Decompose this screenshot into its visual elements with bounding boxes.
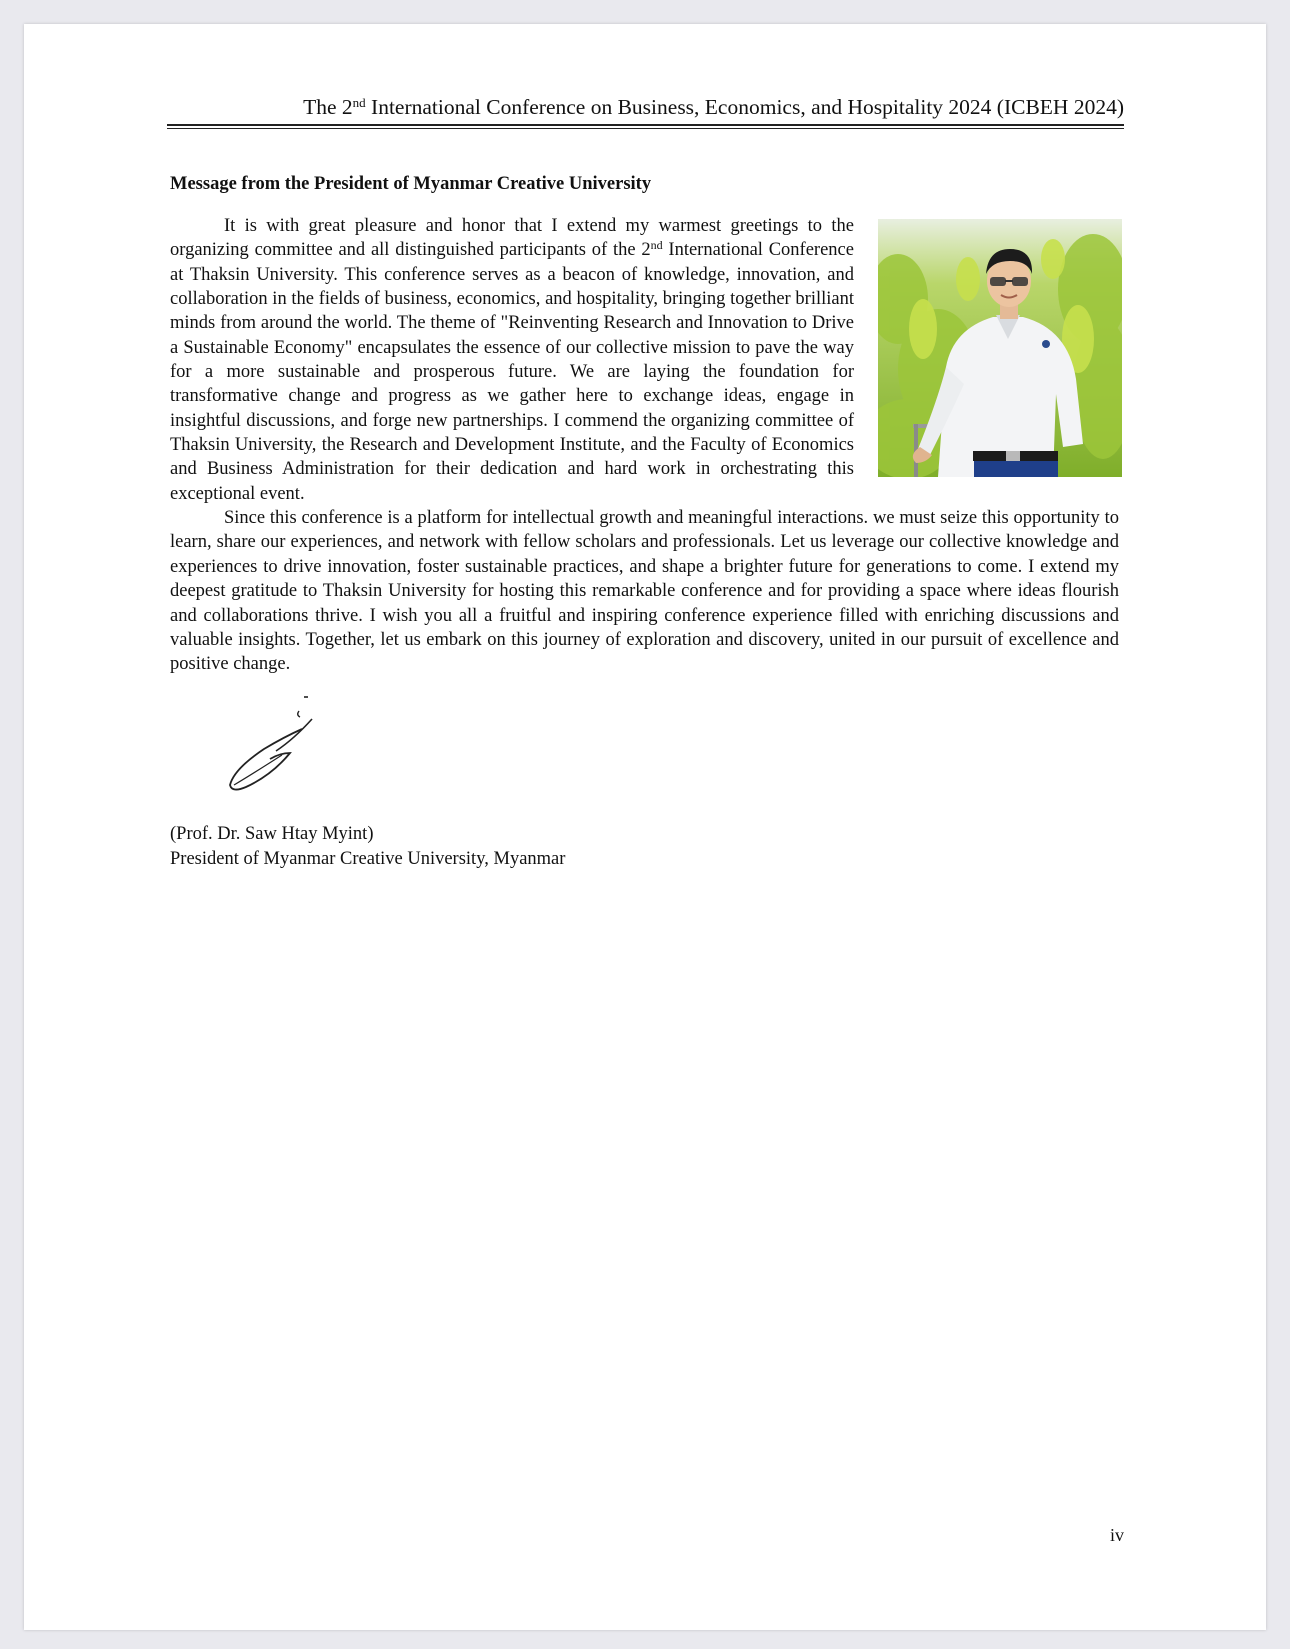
header-ordinal-suffix: nd bbox=[352, 95, 366, 110]
signatory-block bbox=[170, 822, 565, 871]
header-rule-top bbox=[167, 124, 1124, 126]
document-page bbox=[24, 24, 1266, 1630]
header-rest: International Conference on Business, Economics, and Hospitality 2024 (ICBEH 2024) bbox=[365, 95, 1124, 119]
header-rule-bottom bbox=[167, 128, 1124, 129]
header-prefix: The 2 bbox=[303, 95, 353, 119]
signatory-name: (Prof. Dr. Saw Htay Myint) bbox=[170, 824, 374, 844]
signatory-position: President of Myanmar Creative University, Myanmar bbox=[170, 848, 566, 869]
running-header bbox=[167, 94, 1124, 120]
ordinal-suffix: nd bbox=[650, 238, 663, 253]
paragraph-1-part-1: It is with great pleasure and honor that I extend my warmest greetings to the organizing committee and all distinguished participants of the 2 bbox=[170, 216, 854, 261]
body-paragraph: Since this conference is a platform for intellectual growth and meaningful interactions. we must seize this opportunity to learn, share our experiences, and network with fellow scholars and professionals. Let us leverage our collective knowledge and experiences to drive innovation, foster sustainable practices, and shape a brighter future for generations to come. I extend my deepest gratitude to Thaksin University for hosting this remarkable conference and for providing a space where ideas flourish and collaborations thrive. I wish you all a fruitful and inspiring conference experience filled with enriching discussions and valuable insights. Together, let us embark on this journey of exploration and discovery, united in our pursuit of excellence and positive change. bbox=[170, 508, 1119, 675]
page-number: iv bbox=[1109, 1525, 1124, 1545]
paragraph-1-part-2: International Conference at Thaksin University. This conference serves as a beacon of knowledge, innovation, and collaboration in the fields of business, economics, and hospitality, bringing together brilliant minds from around the world. The theme of "Reinventing Research and Innovation to Drive a Sustainable Economy" encapsulates the essence of our collective mission to pave the way for a more sustainable and prosperous future. We are laying the foundation for transformative change and progress as we gather here to exchange ideas, engage in insightful discussions, and forge new partnerships. I commend the organizing committee of Thaksin University, the Research and Development Institute, and the Faculty of Economics and Business Administration for their dedication and hard work in orchestrating this exceptional event. bbox=[170, 240, 854, 504]
message-body bbox=[170, 214, 1119, 677]
handwritten-signature-icon bbox=[224, 689, 334, 799]
message-title: Message from the President of Myanmar Creative University bbox=[170, 174, 652, 194]
